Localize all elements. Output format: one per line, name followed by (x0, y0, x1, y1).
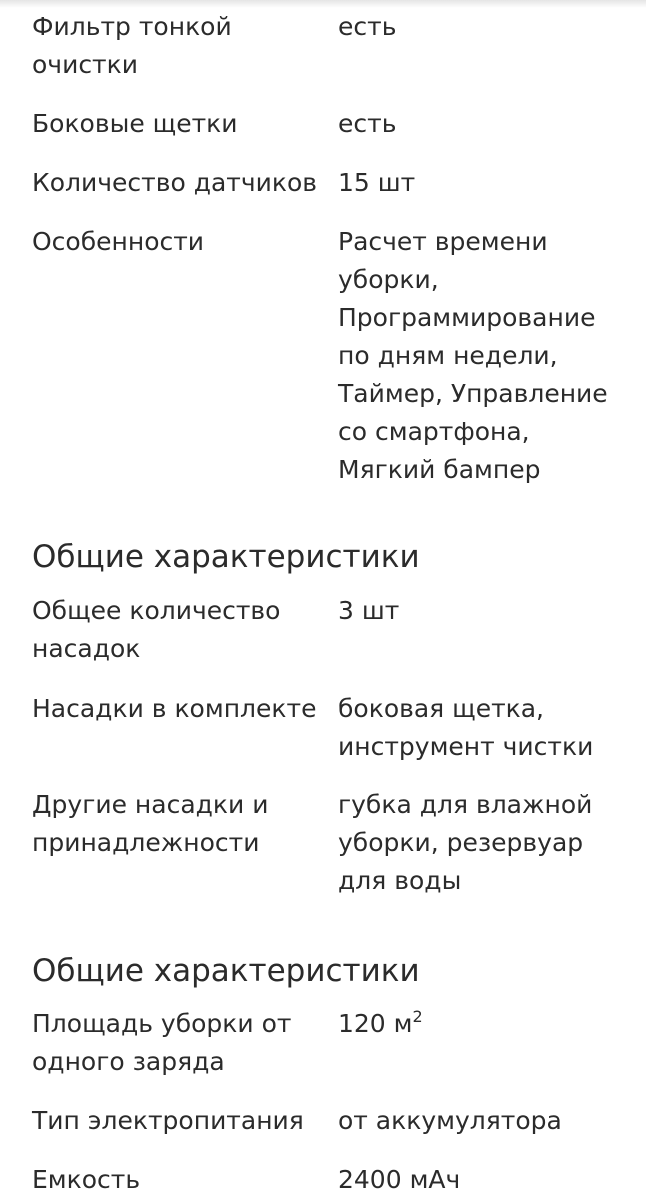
spec-label: Емкость (32, 1165, 141, 1194)
section-title: Общие характеристики (32, 953, 420, 989)
spec-label: Насадки в комплекте (32, 694, 317, 723)
spec-value (338, 1005, 638, 1043)
spec-value: от аккумулятора (338, 1106, 562, 1135)
spec-label: Площадь уборки от одного заряда (32, 1009, 292, 1076)
spec-label: Боковые щетки (32, 109, 238, 138)
spec-value: есть (338, 109, 397, 138)
spec-label: Другие насадки и принадлежности (32, 790, 269, 857)
spec-value: боковая щетка, инструмент чистки (338, 694, 594, 761)
top-shadow (0, 0, 646, 8)
spec-value: Расчет времени уборки, Программирование по дням недели, Таймер, Управление со смартфона, Мягкий бампер (338, 227, 608, 484)
spec-label: Тип электропитания (32, 1106, 304, 1135)
spec-label: Количество датчиков (32, 168, 318, 197)
value-text: 120 м (338, 1009, 413, 1038)
superscript: 2 (412, 1007, 423, 1026)
section-title: Общие характеристики (32, 539, 420, 575)
spec-label: Общее количество насадок (32, 596, 281, 663)
spec-value: 15 шт (338, 168, 416, 197)
spec-value: 2400 мАч (338, 1165, 461, 1194)
spec-value: 3 шт (338, 596, 400, 625)
spec-value: есть (338, 12, 397, 41)
spec-label: Особенности (32, 227, 205, 256)
spec-value: губка для влажной уборки, резервуар для воды (338, 790, 593, 895)
spec-label: Фильтр тонкой очистки (32, 12, 232, 79)
